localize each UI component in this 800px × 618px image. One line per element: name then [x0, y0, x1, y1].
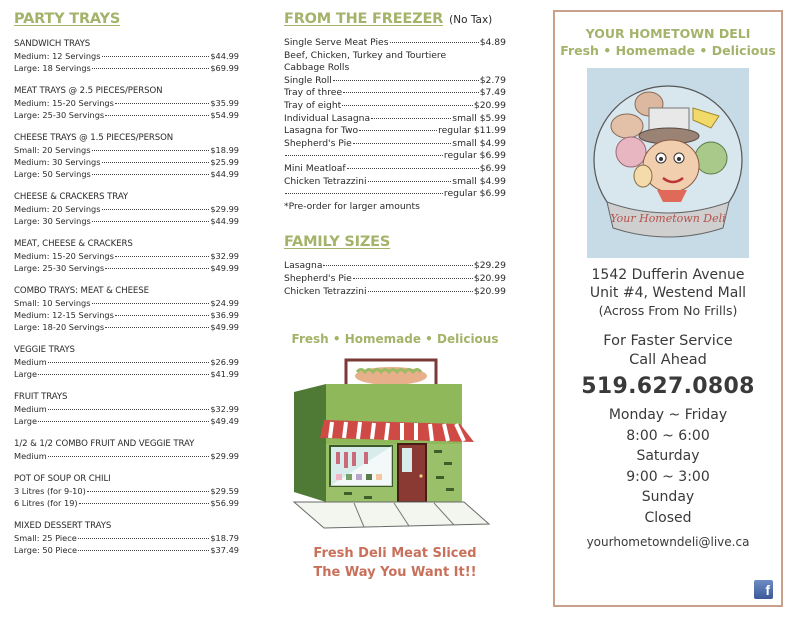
item-price: $37.49 [210, 545, 239, 555]
menu-item-row [284, 50, 506, 63]
menu-item-row [14, 97, 239, 109]
deli-storefront-icon [284, 352, 506, 532]
item-price: $7.49 [479, 87, 506, 99]
dot-leader [92, 221, 210, 222]
tray-group [14, 132, 239, 180]
deli-slogan: Fresh • Homemade • Delicious [560, 43, 776, 58]
item-price: $20.99 [473, 272, 506, 284]
item-label: Large: 25-30 Servings [14, 263, 105, 273]
menu-item-row [284, 125, 506, 138]
item-label: Small: 10 Servings [14, 298, 91, 308]
item-price: $26.99 [210, 357, 239, 367]
dot-leader [333, 80, 479, 81]
menu-item-row [284, 273, 506, 286]
item-price: $32.99 [210, 404, 239, 414]
dot-leader [342, 105, 473, 106]
service-line-1: For Faster Service [603, 333, 733, 349]
menu-item-row [14, 215, 239, 227]
dot-leader [87, 491, 210, 492]
item-label: Chicken Tetrazzini [284, 175, 367, 187]
dot-leader [48, 409, 210, 410]
menu-item-row [14, 309, 239, 321]
freezer-heading-row [284, 8, 506, 27]
business-hours [555, 405, 781, 528]
item-label: Lasagna for Two [284, 125, 359, 137]
item-label: Medium [14, 451, 47, 461]
item-price: small $4.99 [452, 175, 506, 187]
item-label: Large [14, 416, 38, 426]
tray-group [14, 191, 239, 227]
store-info-panel [553, 10, 783, 607]
item-label: Small: 25 Piece [14, 533, 77, 543]
item-price: $36.99 [210, 310, 239, 320]
item-price: $20.99 [473, 99, 506, 111]
menu-item-row [284, 260, 506, 273]
tray-group-title: COMBO TRAYS: MEAT & CHEESE [14, 286, 149, 296]
item-label: Large [14, 369, 38, 379]
item-price: $49.99 [210, 263, 239, 273]
tray-group [14, 344, 239, 380]
phone-number[interactable]: 519.627.0808 [581, 374, 755, 399]
tagline-line-2: The Way You Want It!! [313, 565, 477, 581]
deli-title: YOUR HOMETOWN DELI [585, 26, 751, 41]
service-line-2: Call Ahead [629, 352, 707, 368]
menu-item-row [14, 62, 239, 74]
item-price: small $5.99 [452, 112, 506, 124]
item-label: Medium: 12-15 Servings [14, 310, 114, 320]
item-price: $2.79 [479, 74, 506, 86]
menu-item-row [14, 250, 239, 262]
dot-leader [92, 150, 210, 151]
item-price: $49.49 [210, 416, 239, 426]
dot-leader [359, 130, 437, 131]
hours-sunday-label: Sunday [641, 489, 695, 505]
menu-item-row [14, 262, 239, 274]
dot-leader [347, 168, 479, 169]
dot-leader [105, 268, 209, 269]
dot-leader [285, 193, 443, 194]
item-label: Single Serve Meat Pies [284, 37, 389, 48]
tray-group-title: 1/2 & 1/2 COMBO FRUIT AND VEGGIE TRAY [14, 439, 195, 449]
freezer-column [284, 8, 506, 582]
item-price: $6.99 [479, 162, 506, 174]
item-price: small $4.99 [452, 137, 506, 149]
address-line-1: 1542 Dufferin Avenue [591, 267, 745, 283]
dot-leader [102, 56, 210, 57]
logo-script-text: Your Hometown Deli [610, 212, 726, 225]
no-tax-note: (No Tax) [449, 14, 493, 26]
tray-group [14, 285, 239, 333]
item-label: Large: 18 Servings [14, 63, 91, 73]
item-label: Tray of eight [284, 99, 342, 111]
menu-item-row [14, 144, 239, 156]
item-label: Large: 30 Servings [14, 216, 91, 226]
item-price: regular $6.99 [443, 188, 506, 200]
facebook-icon[interactable]: f [754, 580, 773, 599]
freezer-list [284, 37, 506, 201]
item-label: Medium: 30 Servings [14, 157, 101, 167]
hours-sunday-status: Closed [644, 509, 692, 526]
dot-leader [102, 209, 210, 210]
dot-leader [92, 68, 210, 69]
menu-item-row [284, 62, 506, 75]
item-label: Medium: 20 Servings [14, 204, 101, 214]
address-line-2: Unit #4, Westend Mall [589, 285, 747, 301]
family-sizes-heading: FAMILY SIZES [284, 234, 391, 251]
deli-mascot-logo [587, 68, 749, 258]
item-price: $44.99 [210, 216, 239, 226]
dot-leader [115, 103, 209, 104]
tray-group-title: POT OF SOUP OR CHILI [14, 474, 111, 484]
item-label: Shepherd's Pie [284, 137, 352, 149]
address-note: (Across From No Frills) [598, 303, 738, 318]
menu-item-row [284, 113, 506, 126]
tray-group-title: CHEESE TRAYS @ 1.5 PIECES/PERSON [14, 133, 174, 143]
menu-item-row [284, 176, 506, 189]
dot-leader [353, 278, 473, 279]
menu-item-row [284, 150, 506, 163]
tray-group-title: CHEESE & CRACKERS TRAY [14, 192, 129, 202]
menu-item-row [284, 286, 506, 299]
tray-group-title: MEAT TRAYS @ 2.5 PIECES/PERSON [14, 86, 163, 96]
menu-item-row [14, 168, 239, 180]
dot-leader [105, 115, 209, 116]
tray-group [14, 238, 239, 274]
item-label: Medium: 12 Servings [14, 51, 101, 61]
dot-leader [102, 162, 210, 163]
item-price: $29.99 [210, 204, 239, 214]
item-label: 3 Litres (for 9-10) [14, 486, 86, 496]
item-price: $18.79 [210, 533, 239, 543]
menu-item-row [284, 163, 506, 176]
menu-item-row [14, 321, 239, 333]
item-price: $54.99 [210, 110, 239, 120]
dot-leader [115, 256, 209, 257]
item-label: Single Roll [284, 74, 332, 86]
dot-leader [105, 327, 209, 328]
tray-group [14, 38, 239, 74]
dot-leader [323, 265, 472, 266]
item-price: $49.99 [210, 322, 239, 332]
dot-leader [368, 291, 473, 292]
hours-weekday-label: Monday ~ Friday [608, 407, 728, 423]
item-label: Small: 20 Servings [14, 145, 91, 155]
menu-item-row [284, 37, 506, 50]
item-price: $44.99 [210, 51, 239, 61]
tray-group-title: FRUIT TRAYS [14, 392, 68, 402]
menu-item-row [14, 403, 239, 415]
hours-saturday-time: 9:00 ~ 3:00 [626, 468, 710, 485]
preorder-footnote: *Pre-order for larger amounts [284, 200, 420, 212]
menu-item-row [14, 368, 239, 380]
dot-leader [38, 374, 209, 375]
party-trays-list [14, 38, 239, 556]
item-price: $25.99 [210, 157, 239, 167]
menu-item-row [14, 156, 239, 168]
dot-leader [390, 42, 479, 43]
item-label: Large: 18-20 Servings [14, 322, 105, 332]
item-price: $18.99 [210, 145, 239, 155]
menu-item-row [14, 50, 239, 62]
item-price: $56.99 [210, 498, 239, 508]
dot-leader [92, 174, 210, 175]
item-label: Medium: 15-20 Servings [14, 98, 114, 108]
item-label: Tray of three [284, 87, 343, 99]
menu-item-row [14, 532, 239, 544]
item-price: $20.99 [473, 285, 506, 297]
item-label: Lasagna [284, 260, 323, 272]
menu-item-row [14, 415, 239, 427]
dot-leader [79, 503, 210, 504]
tray-group-title: MIXED DESSERT TRAYS [14, 521, 112, 531]
item-label: Medium: 15-20 Servings [14, 251, 114, 261]
item-label: Cabbage Rolls [284, 62, 350, 74]
dot-leader [353, 143, 451, 144]
sliced-meat-tagline [284, 544, 506, 582]
email-link[interactable]: yourhometowndeli@live.ca [586, 535, 750, 549]
item-price: $32.99 [210, 251, 239, 261]
dot-leader [285, 155, 443, 156]
item-price: regular $11.99 [438, 125, 506, 137]
menu-item-row [284, 87, 506, 100]
item-label: Mini Meatloaf [284, 162, 346, 174]
item-price: $29.99 [210, 451, 239, 461]
item-price: $29.59 [210, 486, 239, 496]
item-label: Large: 50 Piece [14, 545, 78, 555]
tray-group-title: VEGGIE TRAYS [14, 345, 75, 355]
item-label: Shepherd's Pie [284, 272, 352, 284]
item-label: Large: 25-30 Servings [14, 110, 105, 120]
item-price: $24.99 [210, 298, 239, 308]
menu-item-row [14, 497, 239, 509]
menu-item-row [284, 75, 506, 88]
item-price: regular $6.99 [443, 150, 506, 162]
item-label: 6 Litres (for 19) [14, 498, 78, 508]
dot-leader [92, 303, 210, 304]
menu-item-row [14, 450, 239, 462]
item-label: Beef, Chicken, Turkey and Tourtiere [284, 49, 447, 61]
tagline-line-1: Fresh Deli Meat Sliced [313, 546, 477, 562]
menu-item-row [284, 188, 506, 201]
tray-group [14, 391, 239, 427]
chef-mascot-icon [587, 68, 749, 258]
hours-weekday-time: 8:00 ~ 6:00 [626, 427, 710, 444]
storefront-illustration [284, 352, 506, 532]
party-trays-heading: PARTY TRAYS [14, 11, 121, 27]
party-trays-column [14, 8, 239, 556]
freezer-heading: FROM THE FREEZER [284, 11, 444, 27]
item-price: $35.99 [210, 98, 239, 108]
dot-leader [371, 118, 451, 119]
dot-leader [343, 92, 479, 93]
dot-leader [78, 538, 210, 539]
menu-item-row [14, 485, 239, 497]
item-label: Individual Lasagna [284, 112, 371, 124]
item-price: $44.99 [210, 169, 239, 179]
family-sizes-section [284, 231, 506, 298]
menu-item-row [14, 356, 239, 368]
dot-leader [48, 362, 210, 363]
dot-leader [78, 550, 209, 551]
tray-group [14, 473, 239, 509]
hours-saturday-label: Saturday [636, 448, 700, 464]
item-label: Large: 50 Servings [14, 169, 91, 179]
item-label: Chicken Tetrazzini [284, 285, 367, 297]
item-price: $69.99 [210, 63, 239, 73]
dot-leader [115, 315, 209, 316]
item-label: Medium [14, 357, 47, 367]
family-sizes-list [284, 260, 506, 298]
menu-item-row [14, 203, 239, 215]
item-label: Medium [14, 404, 47, 414]
tray-group [14, 520, 239, 556]
tray-group-title: MEAT, CHEESE & CRACKERS [14, 239, 133, 249]
menu-item-row [284, 138, 506, 151]
middle-slogan: Fresh • Homemade • Delicious [291, 332, 499, 347]
item-price: $29.29 [473, 260, 506, 272]
tray-group [14, 438, 239, 462]
dot-leader [368, 181, 452, 182]
tray-group-title: SANDWICH TRAYS [14, 39, 91, 49]
item-price: $41.99 [210, 369, 239, 379]
menu-item-row [284, 100, 506, 113]
dot-leader [38, 421, 209, 422]
item-price: $4.89 [479, 37, 506, 48]
menu-item-row [14, 544, 239, 556]
menu-item-row [14, 109, 239, 121]
dot-leader [48, 456, 210, 457]
menu-item-row [14, 297, 239, 309]
tray-group [14, 85, 239, 121]
